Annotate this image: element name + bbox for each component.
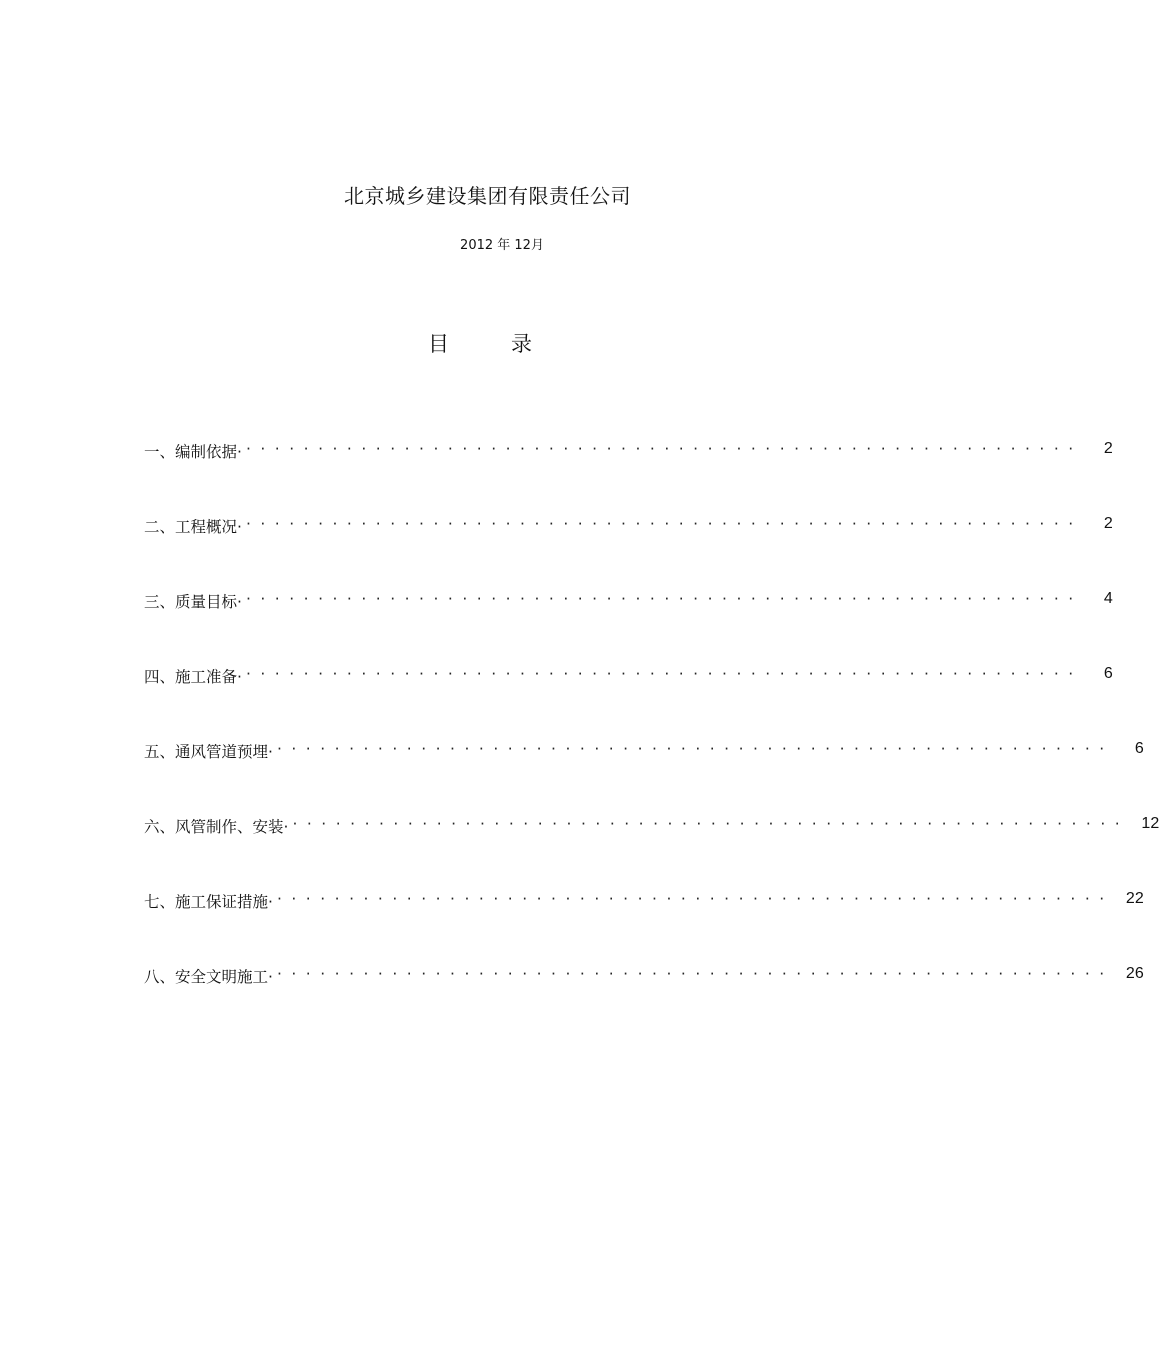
toc-heading-right: 录: [511, 332, 532, 356]
toc-entry-3[interactable]: [144, 590, 1113, 665]
toc-entry-5[interactable]: [144, 740, 1144, 815]
toc-entry-label: 三、质量目标·: [144, 590, 244, 612]
toc-heading: [0, 328, 960, 358]
toc-entry-page: 2: [1103, 440, 1113, 457]
toc-entry-2[interactable]: [144, 515, 1113, 590]
toc-leader-dots: ··························································: [245, 665, 1083, 683]
toc-entry-page: 6: [1134, 740, 1144, 757]
toc-entry-label: 一、编制依据·: [144, 440, 244, 462]
company-name: 北京城乡建设集团有限责任公司: [344, 184, 631, 208]
toc-entry-8[interactable]: [144, 965, 1144, 1040]
toc-leader-dots: ··························································: [245, 515, 1083, 533]
toc-leader-dots: ··························································: [276, 965, 1114, 983]
toc-entry-1[interactable]: [144, 440, 1113, 515]
toc-entry-label: 七、施工保证措施·: [144, 890, 275, 912]
toc-heading-left: 目: [428, 332, 449, 356]
toc-entry-page: 22: [1125, 890, 1144, 907]
toc-leader-dots: ··························································: [276, 890, 1114, 908]
toc-entry-page: 6: [1103, 665, 1113, 682]
toc-entry-label: 六、风管制作、安装·: [144, 815, 290, 837]
toc-entry-label: 二、工程概况·: [144, 515, 244, 537]
toc-entry-6[interactable]: [144, 815, 1159, 890]
toc-entry-label: 八、安全文明施工·: [144, 965, 275, 987]
toc-leader-dots: ··························································: [292, 815, 1130, 833]
toc-entry-7[interactable]: [144, 890, 1144, 965]
toc-entry-4[interactable]: [144, 665, 1113, 740]
table-of-contents: [144, 440, 1159, 1040]
toc-entry-page: 2: [1103, 515, 1113, 532]
document-date: 2012 年 12月: [460, 238, 544, 253]
toc-entry-page: 26: [1125, 965, 1144, 982]
toc-entry-label: 四、施工准备·: [144, 665, 244, 687]
toc-entry-page: 4: [1103, 590, 1113, 607]
toc-entry-label: 五、通风管道预埋·: [144, 740, 275, 762]
toc-leader-dots: ··························································: [276, 740, 1114, 758]
toc-leader-dots: ··························································: [245, 590, 1083, 608]
toc-leader-dots: ··························································: [245, 440, 1083, 458]
toc-entry-page: 12: [1141, 815, 1159, 832]
